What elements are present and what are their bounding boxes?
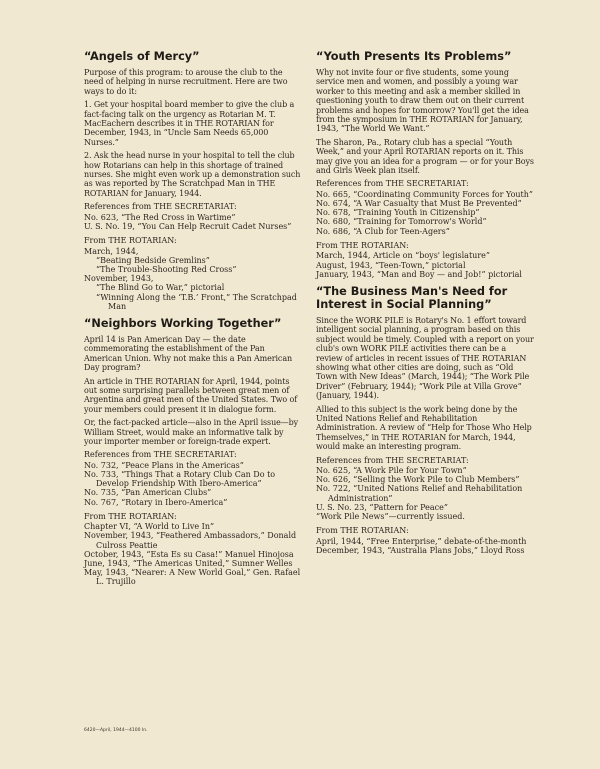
secretariat-heading: References from THE SECRETARIAT: <box>316 455 469 465</box>
ref-item: U. S. No. 19, “You Can Help Recruit Cadet Nurses” <box>84 221 292 231</box>
ref-item: No. 680, “Training for Tomorrow's World” <box>316 217 487 227</box>
secretariat-refs <box>316 190 535 236</box>
paragraph: Purpose of this program: to arouse the club to the need of helping in nurse recruitment. Here are two ways to do it: <box>84 68 288 96</box>
ref-item: June, 1943, “The Americas United,” Sumner Welles <box>84 559 293 569</box>
ref-item: No. 732, “Peace Plans in the Americas” <box>84 460 244 470</box>
rotarian-refs <box>84 247 302 311</box>
rotarian-refs <box>316 537 535 555</box>
ref-item: No. 623, “The Red Cross in Wartime” <box>84 212 236 222</box>
section-title: “Neighbors Working Together” <box>84 316 282 330</box>
paragraph: April 14 is Pan American Day — the date commemorating the establishment of the Pan American Union. Why not make this a Pan American Day program? <box>84 334 293 373</box>
ref-item: No. 674, “A War Casualty that Must Be Prevented” <box>316 199 522 209</box>
ref-item: October, 1943, “Esta Es su Casa!” Manuel Hinojosa <box>84 549 294 559</box>
section-business-mans-need <box>316 285 535 555</box>
rotarian-heading: From THE ROTARIAN: <box>84 511 177 521</box>
secretariat-refs <box>84 461 302 507</box>
ref-item: March, 1944, <box>84 246 139 256</box>
secretariat-heading: References from THE SECRETARIAT: <box>84 450 237 460</box>
ref-item: U. S. No. 23, “Pattern for Peace” <box>316 502 448 512</box>
ref-item: No. 678, “Training Youth in Citizenship” <box>316 208 480 218</box>
section-title: “The Business Man's Need for Interest in Social Planning” <box>316 284 508 311</box>
rotarian-heading: From THE ROTARIAN: <box>316 526 409 536</box>
ref-item: No. 626, “Selling the Work Pile to Club Members” <box>316 475 520 485</box>
ref-item: “The Blind Go to War,” pictorial <box>96 283 225 293</box>
ref-item: No. 735, “Pan American Clubs” <box>84 488 212 498</box>
secretariat-heading: References from THE SECRETARIAT: <box>84 202 237 212</box>
ref-item: May, 1943, “Nearer: A New World Goal,” Gen. Rafael L. Trujillo <box>84 568 301 587</box>
ref-item: “The Trouble-Shooting Red Cross” <box>96 264 237 274</box>
rotarian-heading: From THE ROTARIAN: <box>316 240 409 250</box>
ref-item: Chapter VI, “A World to Live In” <box>84 522 215 532</box>
ref-item: No. 686, “A Club for Teen-Agers” <box>316 226 450 236</box>
ref-item: No. 767, “Rotary in Ibero-America” <box>84 497 228 507</box>
secretariat-heading: References from THE SECRETARIAT: <box>316 179 469 189</box>
paragraph: An article in THE ROTARIAN for April, 1944, points out some surprising parallels between great men of Argentina and great men of the United States. Two of your members could present it in dialogue form. <box>84 376 298 414</box>
section-title: “Angels of Mercy” <box>84 50 200 63</box>
ref-item: March, 1944, Article on “boys' legislature” <box>316 251 490 261</box>
right-column <box>316 50 535 561</box>
ref-item: No. 665, “Coordinating Community Forces for Youth” <box>316 189 533 199</box>
ref-item: “Work Pile News”—currently issued. <box>316 512 465 522</box>
section-youth-presents-its-problems <box>316 50 535 279</box>
section-neighbors-working-together <box>84 317 302 587</box>
rotarian-heading: From THE ROTARIAN: <box>84 236 177 246</box>
ref-item: April, 1944, “Free Enterprise,” debate-of-the-month <box>316 536 527 546</box>
paragraph: The Sharon, Pa., Rotary club has a special “Youth Week,” and your April ROTARIAN reports on it. This may give you an idea for a program — or for your Boys and Girls Week plan itself. <box>316 137 534 176</box>
ref-item: No. 733, “Things That a Rotary Club Can Do to Develop Friendship With Ibero-America” <box>84 470 276 489</box>
paragraph: 2. Ask the head nurse in your hospital to tell the club how Rotarians can help in this shortage of trained nurses. She might even work up a demonstration such as was reported by The Scratchpad Man in THE ROTARIAN for January, 1944. <box>84 151 301 198</box>
ref-item: No. 625, “A Work Pile for Your Town” <box>316 466 467 475</box>
paragraph: 1. Get your hospital board member to give the club a fact-facing talk on the urgency as Rotarian M. T. MacEachern describes it in THE ROTARIAN for December, 1943, in “Uncle Sam Needs 65,000 Nurses.” <box>84 100 295 147</box>
section-title: “Youth Presents Its Problems” <box>316 50 512 63</box>
ref-item: December, 1943, “Australia Plans Jobs,” Lloyd Ross <box>316 545 525 555</box>
left-column <box>84 50 302 593</box>
print-footnote: 6420—April, 1944—4100 In. <box>84 728 148 733</box>
ref-item: “Winning Along the ‘T.B.’ Front,” The Scratchpad Man <box>96 292 297 311</box>
paragraph: Allied to this subject is the work being done by the United Nations Relief and Rehabilitation Administration. A review of “Help for Those Who Help Themselves,” in THE ROTARIAN for March, 1944, would make an interesting program. <box>316 404 532 452</box>
ref-item: November, 1943, <box>84 274 154 284</box>
ref-item: January, 1943, “Man and Boy — and Job!” pictorial <box>316 269 522 279</box>
ref-item: “Beating Bedside Gremlins” <box>96 255 210 265</box>
paragraph: Or, the fact-packed article—also in the April issue—by William Street, would make an informative talk by your importer member or foreign-trade expert. <box>84 418 299 446</box>
secretariat-refs <box>84 213 302 231</box>
paragraph: Since the WORK PILE is Rotary's No. 1 effort toward intelligent social planning, a program based on this subject would be timely. Coupled with a report on your club's own WORK PILE activities there can be a review of articles in recent issues of THE ROTARIAN showing what other cities are doing, such as “Old Town with New Ideas” (March, 1944); “The Work Pile Driver” (February, 1944); “Work Pile at Villa Grove” (January, 1944). <box>316 315 534 401</box>
ref-item: No. 722, “United Nations Relief and Rehabilitation Administration” <box>316 484 523 503</box>
rotarian-refs <box>316 251 535 279</box>
rotarian-refs <box>84 522 302 586</box>
section-angels-of-mercy <box>84 50 302 311</box>
paragraph: Why not invite four or five students, some young service men and women, and possibly a young war worker to this meeting and ask a member skilled in questioning youth to draw them out on their current problems and hopes for tomorrow? You'll get the idea from the symposium in THE ROTARIAN for January, 1943, “The World We Want.” <box>316 68 529 134</box>
ref-item: August, 1943, “Teen-Town,” pictorial <box>316 260 466 270</box>
ref-item: November, 1943, “Feathered Ambassadors,” Donald Culross Peattie <box>84 531 297 550</box>
secretariat-refs <box>316 466 535 521</box>
